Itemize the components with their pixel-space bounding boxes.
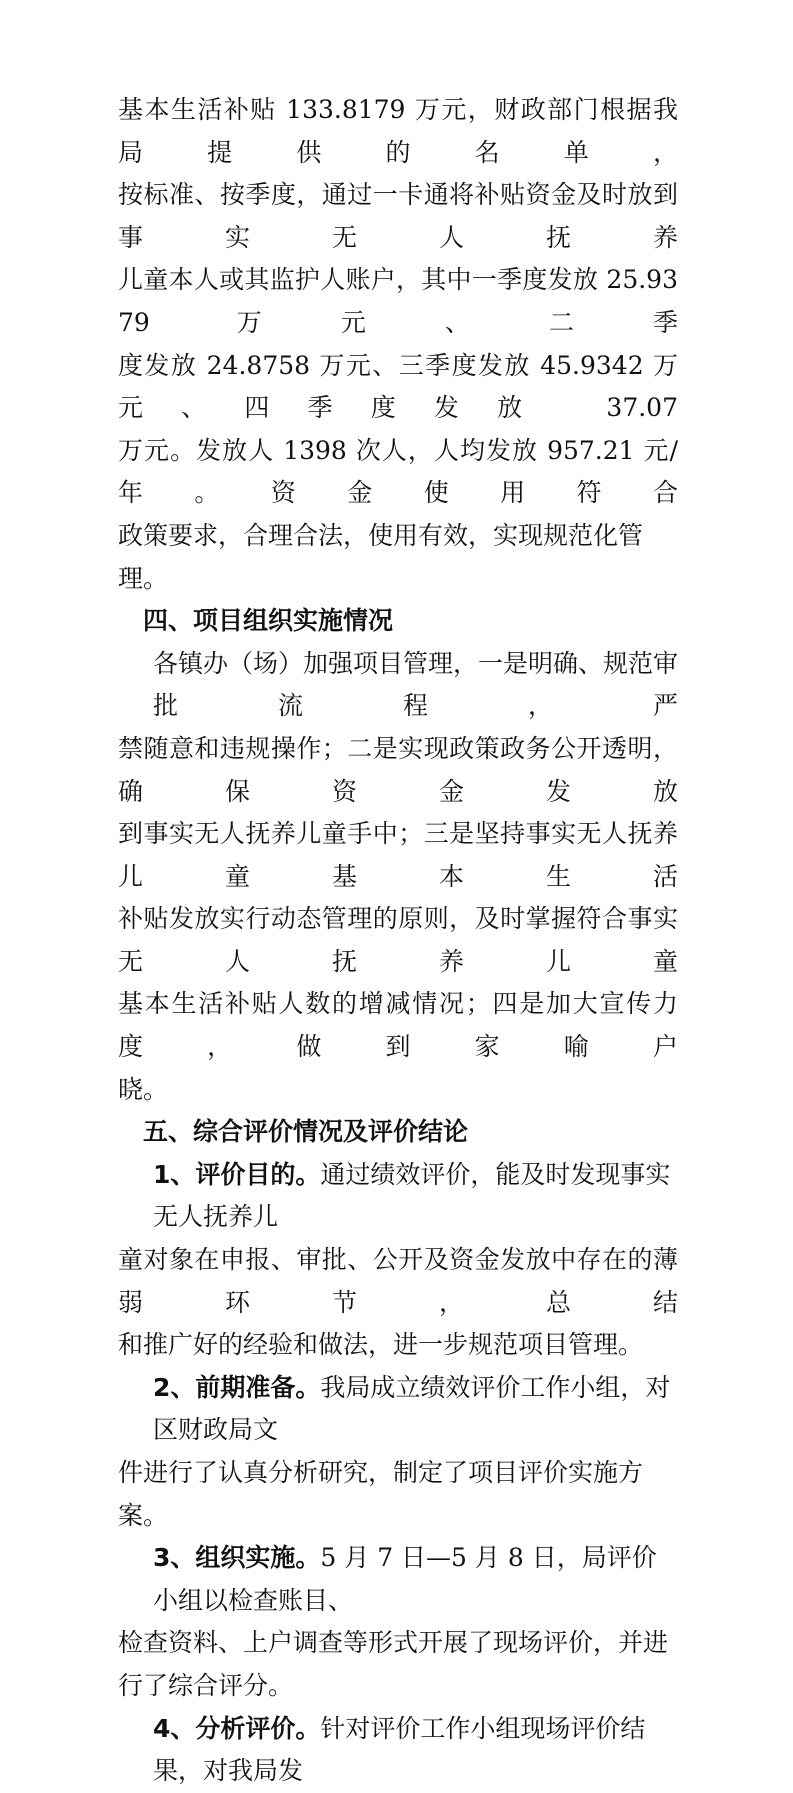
text-line: 件进行了认真分析研究，制定了项目评价实施方案。 (118, 1458, 644, 1530)
text-line: 儿童本人或其监护人账户，其中一季度发放 25.9379 万元、二季 (118, 265, 678, 337)
item-first-line (118, 1537, 678, 1622)
text-line: 万元。发放人 1398 次人，人均发放 957.21 元/年。资金使用符合 (118, 435, 678, 508)
text-line: 按标准、按季度，通过一卡通将补贴资金及时放到事实无人抚养 (118, 180, 678, 252)
item-lead: 3、组织实施。 (153, 1543, 321, 1573)
section-heading: 四、项目组织实施情况 (143, 606, 394, 636)
text-line: 晓。 (118, 1074, 169, 1104)
item-text: 我局成立绩效评价工作小组，对区财政局文 (153, 1372, 671, 1445)
item-first-line (118, 1708, 678, 1793)
text-line: 各镇办（场）加强项目管理，一是明确、规范审批流程，严 (153, 648, 679, 721)
item-first-line (118, 1367, 678, 1452)
text-line: 政策要求，合理合法，使用有效，实现规范化管理。 (118, 520, 644, 593)
item-text: 通过绩效评价，能及时发现事实无人抚养儿 (153, 1159, 671, 1232)
text-line: 和推广好的经验和做法，进一步规范项目管理。 (118, 1330, 644, 1360)
document-page (118, 89, 678, 1793)
text-line: 到事实无人抚养儿童手中；三是坚持事实无人抚养儿童基本生活 (118, 819, 678, 891)
item-lead: 1、评价目的。 (153, 1159, 321, 1189)
text-line: 基本生活补贴 133.8179 万元，财政部门根据我局提供的名单， (118, 95, 678, 167)
text-line: 童对象在申报、审批、公开及资金发放中存在的薄弱环节，总结 (118, 1245, 678, 1317)
item-lead: 2、前期准备。 (153, 1372, 321, 1402)
text-line: 检查资料、上户调查等形式开展了现场评价，并进行了综合评分。 (118, 1628, 669, 1700)
text-line: 度发放 24.8758 万元、三季度发放 45.9342 万元、四季度发放 37.07 (118, 350, 678, 423)
section-heading: 五、综合评价情况及评价结论 (143, 1117, 469, 1147)
item-text: 针对评价工作小组现场评价结果，对我局发 (153, 1713, 646, 1786)
text-line: 禁随意和违规操作；二是实现政策政务公开透明，确保资金发放 (118, 733, 678, 806)
item-first-line (118, 1154, 678, 1239)
text-line: 补贴发放实行动态管理的原则，及时掌握符合事实无人抚养儿童 (118, 904, 678, 976)
item-lead: 4、分析评价。 (153, 1713, 321, 1743)
item-text: 5 月 7 日—5 月 8 日，局评价小组以检查账目、 (153, 1543, 657, 1615)
text-line: 基本生活补贴人数的增减情况；四是加大宣传力度，做到家喻户 (118, 989, 678, 1062)
